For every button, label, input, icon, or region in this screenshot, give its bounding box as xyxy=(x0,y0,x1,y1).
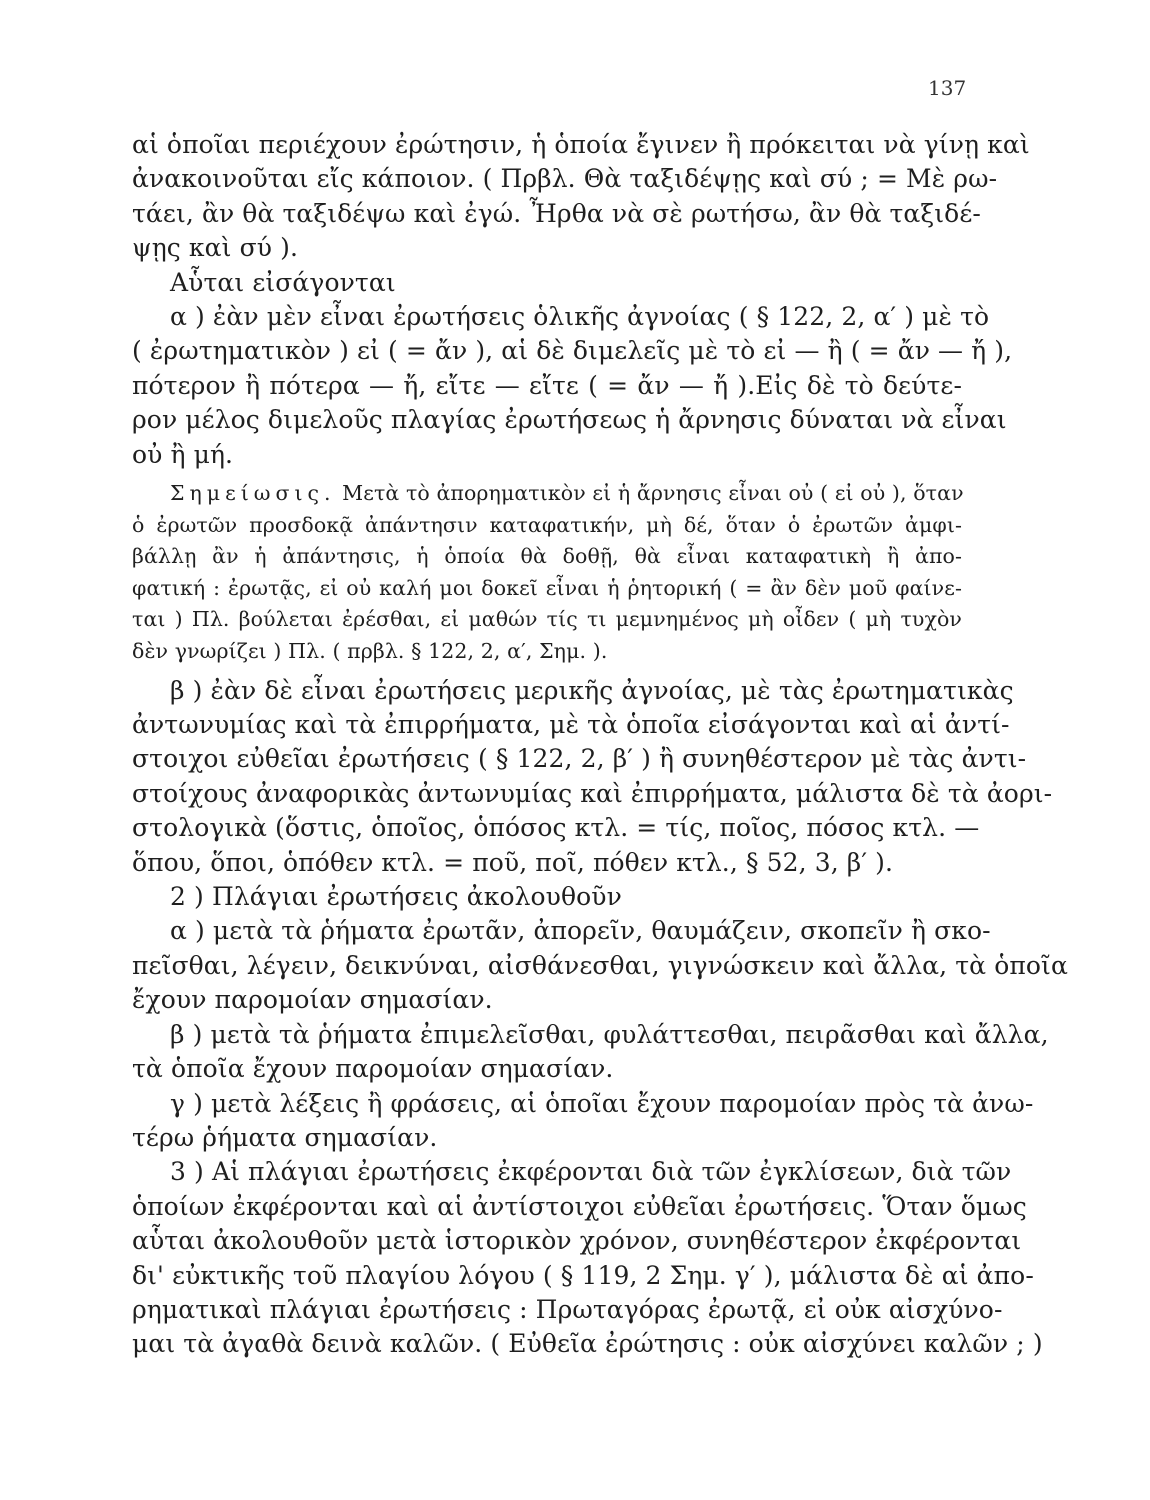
note-line xyxy=(132,478,962,510)
text-line: τάει, ἂν θὰ ταξιδέψω καὶ ἐγώ. Ἦρθα νὰ σὲ ρωτήσω, ἂν θὰ ταξιδέ- xyxy=(132,198,981,228)
text-line: αἱ ὁποῖαι περιέχουν ἐρώτησιν, ἡ ὁποία ἔγινεν ἢ πρόκειται νὰ γίνῃ καὶ xyxy=(132,130,1030,159)
page-number: 137 xyxy=(928,76,967,100)
text-line: τὰ ὁποῖα ἔχουν παρομοίαν σημασίαν. xyxy=(132,1054,614,1084)
page-body xyxy=(132,128,1068,1362)
text-line: ( ἐρωτηματικὸν ) εἰ ( = ἄν ), αἱ δὲ διμελεῖς μὲ τὸ εἰ — ἢ ( = ἄν — ἤ ), xyxy=(132,336,1013,366)
note-block xyxy=(132,478,962,668)
text-line: ψῃς καὶ σύ ). xyxy=(132,233,298,263)
text-line: ἀνακοινοῦται εἴς κάποιον. ( Πρβλ. Θὰ ταξιδέψῃς καὶ σύ ; = Μὲ ρω- xyxy=(132,164,998,194)
text-line: ἀντωνυμίας καὶ τὰ ἐπιρρήματα, μὲ τὰ ὁποῖα εἰσάγονται καὶ αἱ ἀντί- xyxy=(132,710,1010,740)
text-line: στοιχοι εὐθεῖαι ἐρωτήσεις ( § 122, 2, β′ ) ἢ συνηθέστερον μὲ τὰς ἀντι- xyxy=(132,744,1027,774)
text-line: β ) μετὰ τὰ ῥήματα ἐπιμελεῖσθαι, φυλάττεσθαι, πειρᾶσθαι καὶ ἄλλα, xyxy=(170,1019,1049,1049)
text-line: ἔχουν παρομοίαν σημασίαν. xyxy=(132,985,493,1015)
note-line: ται ) Πλ. βούλεται ἐρέσθαι, εἰ μαθών τίς τι μεμνημένος μὴ οἶδεν ( μὴ τυχὸν xyxy=(132,607,962,632)
note-line: φατική : ἐρωτᾷς, εἰ οὐ καλή μοι δοκεῖ εἶναι ἡ ῥητορική ( = ἂν δὲν μοῦ φαίνε- xyxy=(132,575,962,600)
note-line: ὁ ἐρωτῶν προσδοκᾷ ἀπάντησιν καταφατικήν, μὴ δέ, ὅταν ὁ ἐρωτῶν ἀμφι- xyxy=(132,512,962,537)
note-line-text: Μετὰ τὸ ἀπορηματικὸν εἰ ἡ ἄρνησις εἶναι οὐ ( εἰ οὐ ), ὅταν xyxy=(342,481,964,506)
text-line: δι' εὐκτικῆς τοῦ πλαγίου λόγου ( § 119, 2 Σημ. γ′ ), μάλιστα δὲ αἱ ἀπο- xyxy=(132,1260,1034,1290)
text-line: πεῖσθαι, λέγειν, δεικνύναι, αἰσθάνεσθαι, γιγνώσκειν καὶ ἄλλα, τὰ ὁποῖα xyxy=(132,950,1068,980)
note-line: δὲν γνωρίζει ) Πλ. ( πρβλ. § 122, 2, α′, Σημ. ). xyxy=(132,639,608,664)
text-line: Αὗται εἰσάγονται xyxy=(170,267,396,297)
text-line: 2 ) Πλάγιαι ἐρωτήσεις ἀκολουθοῦν xyxy=(170,882,622,912)
text-line: γ ) μετὰ λέξεις ἢ φράσεις, αἱ ὁποῖαι ἔχουν παρομοίαν πρὸς τὰ ἀνω- xyxy=(170,1088,1034,1118)
text-line: α ) μετὰ τὰ ῥήματα ἐρωτᾶν, ἀπορεῖν, θαυμάζειν, σκοπεῖν ἢ σκο- xyxy=(170,916,991,946)
text-line: ρηματικαὶ πλάγιαι ἐρωτήσεις : Πρωταγόρας ἐρωτᾷ, εἰ οὐκ αἰσχύνο- xyxy=(132,1294,1003,1324)
text-line: πότερον ἢ πότερα — ἤ, εἴτε — εἴτε ( = ἄν — ἤ ).Εἰς δὲ τὸ δεύτε- xyxy=(132,370,962,400)
text-line: τέρω ῥήματα σημασίαν. xyxy=(132,1122,438,1152)
text-line: α ) ἐὰν μὲν εἶναι ἐρωτήσεις ὁλικῆς ἀγνοίας ( § 122, 2, α′ ) μὲ τὸ xyxy=(170,302,990,332)
text-line: 3 ) Αἱ πλάγιαι ἐρωτήσεις ἐκφέρονται διὰ τῶν ἐγκλίσεων, διὰ τῶν xyxy=(170,1157,1012,1187)
note-label: Σημείωσις. xyxy=(170,481,336,506)
text-line: οὐ ἢ μή. xyxy=(132,439,234,469)
text-line: αὗται ἀκολουθοῦν μετὰ ἱστορικὸν χρόνον, συνηθέστερον ἐκφέρονται xyxy=(132,1226,1022,1256)
text-line: μαι τὰ ἀγαθὰ δεινὰ καλῶν. ( Εὐθεῖα ἐρώτησις : οὐκ αἰσχύνει καλῶν ; ) xyxy=(132,1329,1043,1359)
text-line: ὁποίων ἐκφέρονται καὶ αἱ ἀντίστοιχοι εὐθεῖαι ἐρωτήσεις. Ὅταν ὅμως xyxy=(132,1191,1027,1221)
text-line: ρον μέλος διμελοῦς πλαγίας ἐρωτήσεως ἡ ἄρνησις δύναται νὰ εἶναι xyxy=(132,405,1007,435)
text-line: στοίχους ἀναφορικὰς ἀντωνυμίας καὶ ἐπιρρήματα, μάλιστα δὲ τὰ ἀορι- xyxy=(132,778,1053,808)
text-line: ὅπου, ὅποι, ὁπόθεν κτλ. = ποῦ, ποῖ, πόθεν κτλ., § 52, 3, β′ ). xyxy=(132,847,894,877)
note-line: βάλλῃ ἂν ἡ ἀπάντησις, ἡ ὁποία θὰ δοθῇ, θὰ εἶναι καταφατικὴ ἢ ἀπο- xyxy=(132,544,962,569)
text-line: στολογικὰ (ὅστις, ὁποῖος, ὁπόσος κτλ. = τίς, ποῖος, πόσος κτλ. — xyxy=(132,813,980,843)
text-line: β ) ἐὰν δὲ εἶναι ἐρωτήσεις μερικῆς ἀγνοίας, μὲ τὰς ἐρωτηματικὰς xyxy=(170,675,1014,705)
